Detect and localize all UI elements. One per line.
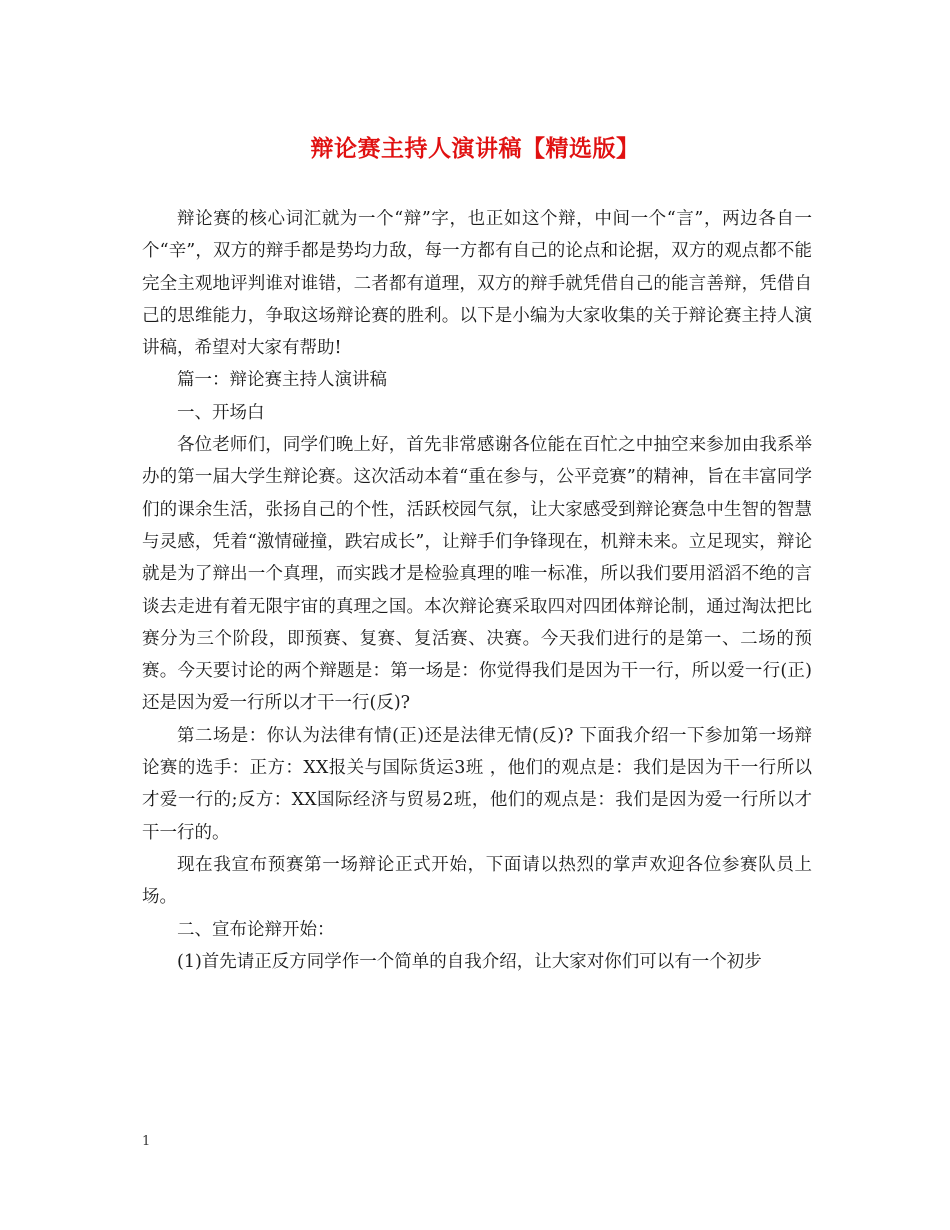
paragraph-opening-heading: 一、开场白 — [177, 402, 265, 423]
page-number: 1 — [142, 1134, 151, 1149]
paragraph-self-intro: (1)首先请正反方同学作一个简单的自我介绍，让大家对你们可以有一个初步 — [177, 951, 762, 972]
paragraph-second-match: 第二场是：你认为法律有情(正)还是法律无情(反)? 下面我介绍一下参加第一场辩论赛的选手：正方：XX报关与国际货运3班 ，他们的观点是：我们是因为干一行所以才爱一行的;反方：XX国际经济与贸易2班，他们的观点是：我们是因为爱一行所以才干一行的。 — [142, 725, 812, 843]
paragraph-debate-start-heading: 二、宣布论辩开始： — [177, 919, 335, 940]
document-body — [142, 203, 812, 978]
paragraph-intro: 辩论赛的核心词汇就为一个“辩”字，也正如这个辩，中间一个“言”，两边各自一个“辛”，双方的辩手都是势均力敌，每一方都有自己的论点和论据，双方的观点都不能完全主观地评判谁对谁错，二者都有道理，双方的辩手就凭借自己的能言善辩，凭借自己的思维能力，争取这场辩论赛的胜利。以下是小编为大家收集的关于辩论赛主持人演讲稿，希望对大家有帮助! — [142, 209, 812, 359]
document-title: 辩论赛主持人演讲稿【精选版】 — [310, 135, 640, 162]
paragraph-announcement: 现在我宣布预赛第一场辩论正式开始，下面请以热烈的掌声欢迎各位参赛队员上场。 — [142, 854, 812, 908]
paragraph-section-heading: 篇一：辩论赛主持人演讲稿 — [177, 370, 387, 391]
paragraph-opening-speech: 各位老师们，同学们晚上好，首先非常感谢各位能在百忙之中抽空来参加由我系举办的第一届大学生辩论赛。这次活动本着“重在参与，公平竞赛”的精神，旨在丰富同学们的课余生活，张扬自己的个性，活跃校园气氛，让大家感受到辩论赛急中生智的智慧与灵感，凭着“激情碰撞，跌宕成长”，让辩手们争锋现在，机辩未来。立足现实，辩论就是为了辩出一个真理，而实践才是检验真理的唯一标准，所以我们要用滔滔不绝的言谈去走进有着无限宇宙的真理之国。本次辩论赛采取四对四团体辩论制，通过淘汰把比赛分为三个阶段，即预赛、复赛、复活赛、决赛。今天我们进行的是第一、二场的预赛。今天要讨论的两个辩题是：第一场是：你觉得我们是因为干一行，所以爱一行(正)还是因为爱一行所以才干一行(反)? — [142, 435, 812, 714]
